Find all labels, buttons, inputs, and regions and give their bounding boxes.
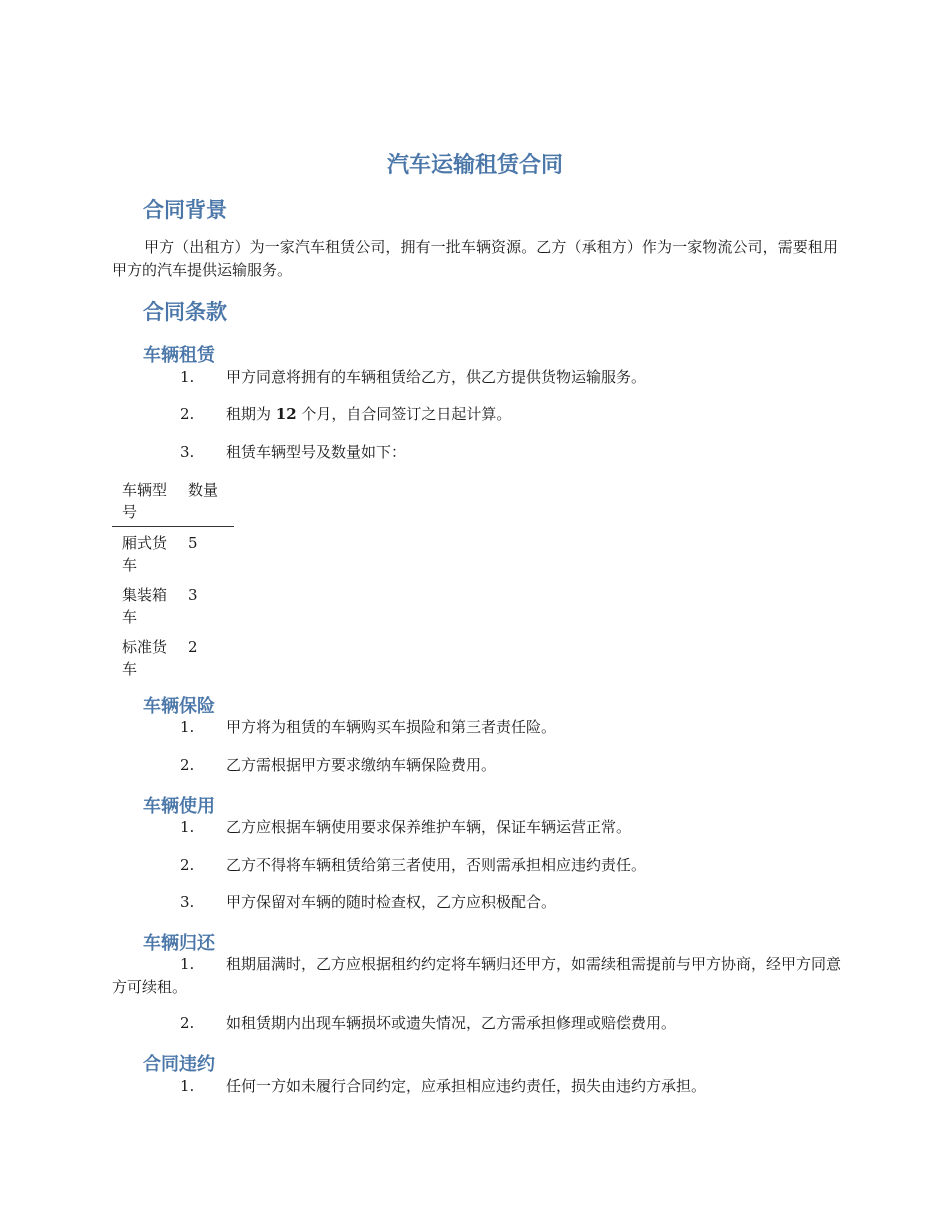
list-number: 1. bbox=[180, 718, 195, 736]
column-header-quantity: 数量 bbox=[172, 479, 234, 527]
list-number: 2. bbox=[180, 856, 195, 874]
vehicle-model-cell: 厢式货车 bbox=[122, 534, 168, 574]
table-row bbox=[112, 632, 234, 684]
list-number: 3. bbox=[180, 893, 195, 911]
vehicle-model-cell: 集装箱车 bbox=[122, 586, 168, 626]
list-item bbox=[112, 953, 842, 999]
list-number: 1. bbox=[180, 818, 195, 836]
list-text: 乙方应根据车辆使用要求保养维护车辆，保证车辆运营正常。 bbox=[226, 818, 632, 836]
list-text: 任何一方如未履行合同约定，应承担相应违约责任，损失由违约方承担。 bbox=[226, 1077, 707, 1095]
document-title: 汽车运输租赁合同 bbox=[386, 153, 563, 178]
term-text-after: 个月，自合同签订之日起计算。 bbox=[296, 405, 512, 423]
list-text: 租赁车辆型号及数量如下： bbox=[226, 443, 407, 461]
list-item-body bbox=[112, 953, 842, 999]
table-row bbox=[112, 527, 234, 581]
list-number: 1. bbox=[180, 1077, 195, 1095]
vehicle-quantity-cell: 3 bbox=[188, 586, 198, 604]
list-number: 1. bbox=[180, 368, 195, 386]
breach-heading: 合同违约 bbox=[143, 1054, 215, 1075]
list-text bbox=[226, 403, 511, 426]
list-text: 租期届满时，乙方应根据租约约定将车辆归还甲方，如需续租需提前与甲方协商，经甲方同意方可续租。 bbox=[112, 955, 842, 996]
list-text: 如租赁期内出现车辆损坏或遗失情况，乙方需承担修理或赔偿费用。 bbox=[226, 1014, 677, 1032]
list-text: 乙方不得将车辆租赁给第三者使用，否则需承担相应违约责任。 bbox=[226, 856, 647, 874]
list-text: 乙方需根据甲方要求缴纳车辆保险费用。 bbox=[226, 756, 497, 774]
column-header-model: 车辆型号 bbox=[112, 479, 172, 527]
background-heading: 合同背景 bbox=[143, 198, 227, 222]
return-heading: 车辆归还 bbox=[143, 933, 215, 954]
list-number: 2. bbox=[180, 405, 195, 423]
term-text-before: 租期为 bbox=[226, 405, 276, 423]
list-number: 2. bbox=[180, 756, 195, 774]
table-header-row bbox=[112, 479, 234, 527]
list-text: 甲方同意将拥有的车辆租赁给乙方，供乙方提供货物运输服务。 bbox=[226, 368, 647, 386]
list-number: 2. bbox=[180, 1014, 195, 1032]
usage-heading: 车辆使用 bbox=[143, 796, 215, 817]
insurance-heading: 车辆保险 bbox=[143, 696, 215, 717]
vehicle-table bbox=[112, 479, 234, 684]
list-text: 甲方将为租赁的车辆购买车损险和第三者责任险。 bbox=[226, 718, 557, 736]
background-paragraph: 甲方（出租方）为一家汽车租赁公司，拥有一批车辆资源。乙方（承租方）作为一家物流公司，需要租用甲方的汽车提供运输服务。 bbox=[112, 238, 838, 279]
vehicle-quantity-cell: 5 bbox=[188, 534, 198, 552]
term-months-value: 12 bbox=[275, 405, 297, 423]
table-row bbox=[112, 580, 234, 632]
terms-heading: 合同条款 bbox=[143, 300, 227, 324]
vehicle-quantity-cell: 2 bbox=[188, 638, 198, 656]
list-text: 甲方保留对车辆的随时检查权，乙方应积极配合。 bbox=[226, 893, 557, 911]
rental-heading: 车辆租赁 bbox=[143, 345, 215, 366]
list-number: 3. bbox=[180, 443, 195, 461]
vehicle-model-cell: 标准货车 bbox=[122, 638, 168, 678]
list-number: 1. bbox=[180, 955, 195, 973]
